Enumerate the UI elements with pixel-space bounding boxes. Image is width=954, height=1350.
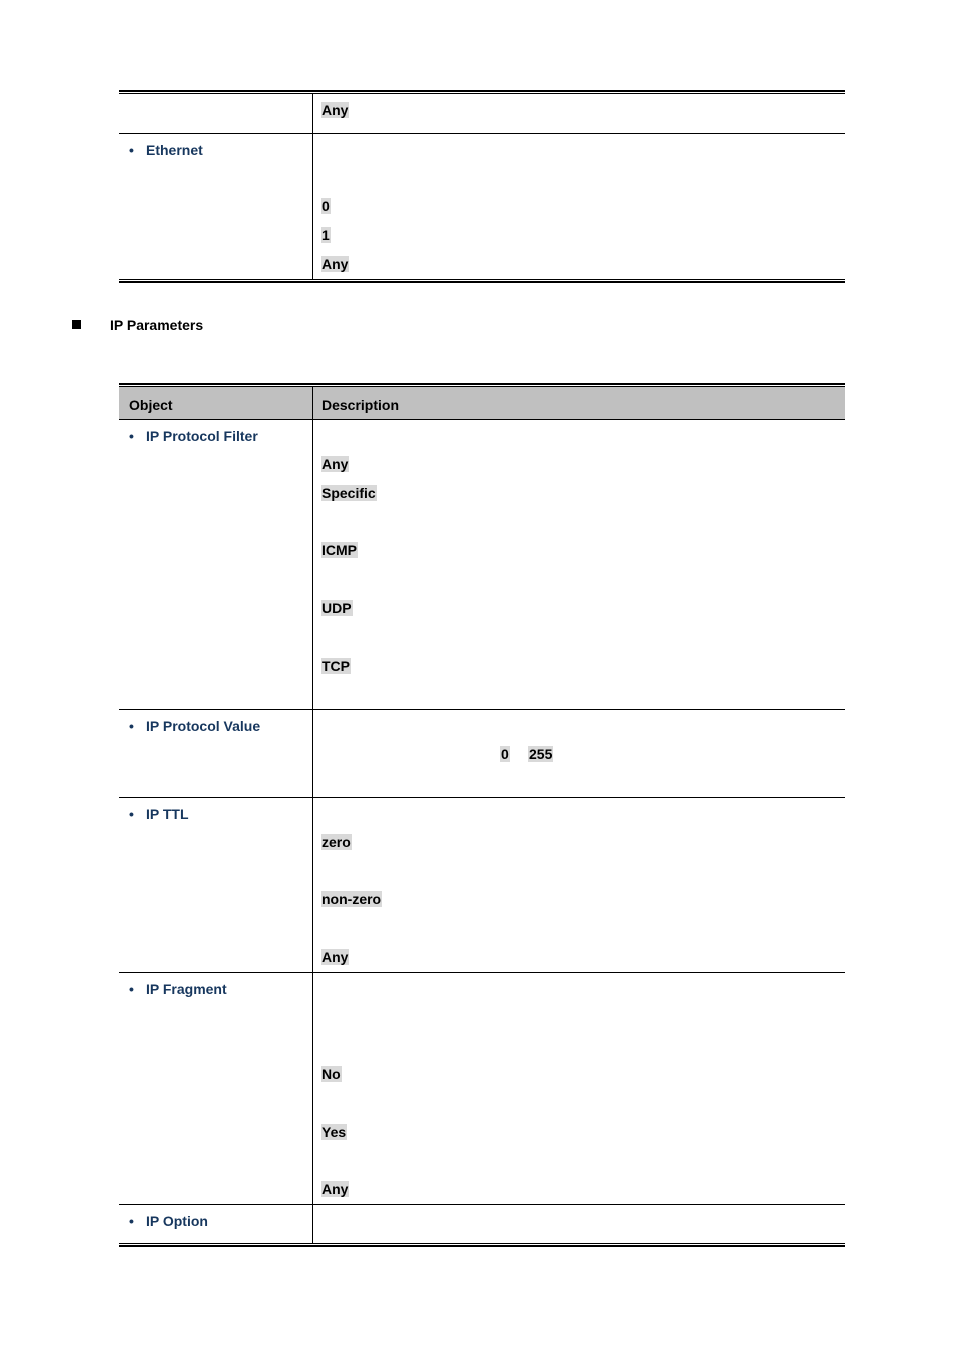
- object-label: IP Protocol Value: [146, 718, 261, 734]
- table-row: [119, 710, 845, 798]
- object-label: Ethernet: [146, 142, 203, 158]
- header-description: Description: [322, 397, 400, 413]
- description-cell: [313, 973, 845, 1204]
- table-row: [119, 1205, 845, 1243]
- description-cell: [313, 798, 845, 972]
- table-bottom-border: [119, 279, 845, 283]
- object-cell: [119, 1205, 313, 1243]
- value-0: 0: [322, 198, 330, 214]
- object-cell: [119, 798, 313, 972]
- bullet-icon: •: [129, 1213, 134, 1229]
- value-1: 1: [322, 227, 330, 243]
- table-continued: [119, 90, 845, 283]
- value-any: Any: [322, 102, 349, 118]
- table-row: [119, 973, 845, 1205]
- value-yes: Yes: [322, 1124, 347, 1140]
- object-label: IP Protocol Filter: [146, 428, 258, 444]
- object-cell: [119, 973, 313, 1204]
- bullet-icon: •: [129, 981, 134, 997]
- object-ip-ttl: [129, 806, 189, 822]
- value-max: 255: [529, 746, 553, 762]
- object-ip-option: [129, 1213, 208, 1229]
- description-cell: [313, 1205, 845, 1243]
- object-label: IP Option: [146, 1213, 208, 1229]
- bullet-icon: •: [129, 806, 134, 822]
- object-cell: [119, 94, 313, 133]
- value-tcp: TCP: [322, 658, 350, 674]
- table-row: [119, 420, 845, 710]
- table-row: [119, 94, 845, 134]
- object-label: IP TTL: [146, 806, 189, 822]
- table-row: [119, 798, 845, 973]
- object-ip-protocol-value: [129, 718, 260, 734]
- square-bullet-icon: [72, 320, 81, 329]
- description-cell: [313, 134, 845, 279]
- table-row: [119, 134, 845, 279]
- object-ip-fragment: [129, 981, 227, 997]
- ip-parameters-table: [119, 383, 845, 1247]
- value-min: 0: [501, 746, 509, 762]
- description-cell: [313, 420, 845, 709]
- object-cell: [119, 420, 313, 709]
- value-icmp: ICMP: [322, 542, 357, 558]
- section-heading: [72, 317, 203, 333]
- value-specific: Specific: [322, 485, 376, 501]
- value-udp: UDP: [322, 600, 352, 616]
- value-any: Any: [322, 949, 349, 965]
- bullet-icon: •: [129, 142, 134, 158]
- object-label: IP Fragment: [146, 981, 227, 997]
- description-cell: [313, 94, 845, 133]
- value-non-zero: non-zero: [322, 891, 382, 907]
- value-any: Any: [322, 1181, 349, 1197]
- description-cell: [313, 710, 845, 797]
- table-header-row: [119, 387, 845, 420]
- section-title-text: IP Parameters: [110, 317, 204, 333]
- value-any: Any: [322, 456, 349, 472]
- object-cell: [119, 134, 313, 279]
- object-ethernet: [129, 142, 203, 158]
- object-ip-protocol-filter: [129, 428, 258, 444]
- value-zero: zero: [322, 834, 351, 850]
- table-bottom-border: [119, 1243, 845, 1247]
- value-no: No: [322, 1066, 341, 1082]
- bullet-icon: •: [129, 718, 134, 734]
- bullet-icon: •: [129, 428, 134, 444]
- header-object: Object: [119, 387, 313, 419]
- object-cell: [119, 710, 313, 797]
- value-any: Any: [322, 256, 349, 272]
